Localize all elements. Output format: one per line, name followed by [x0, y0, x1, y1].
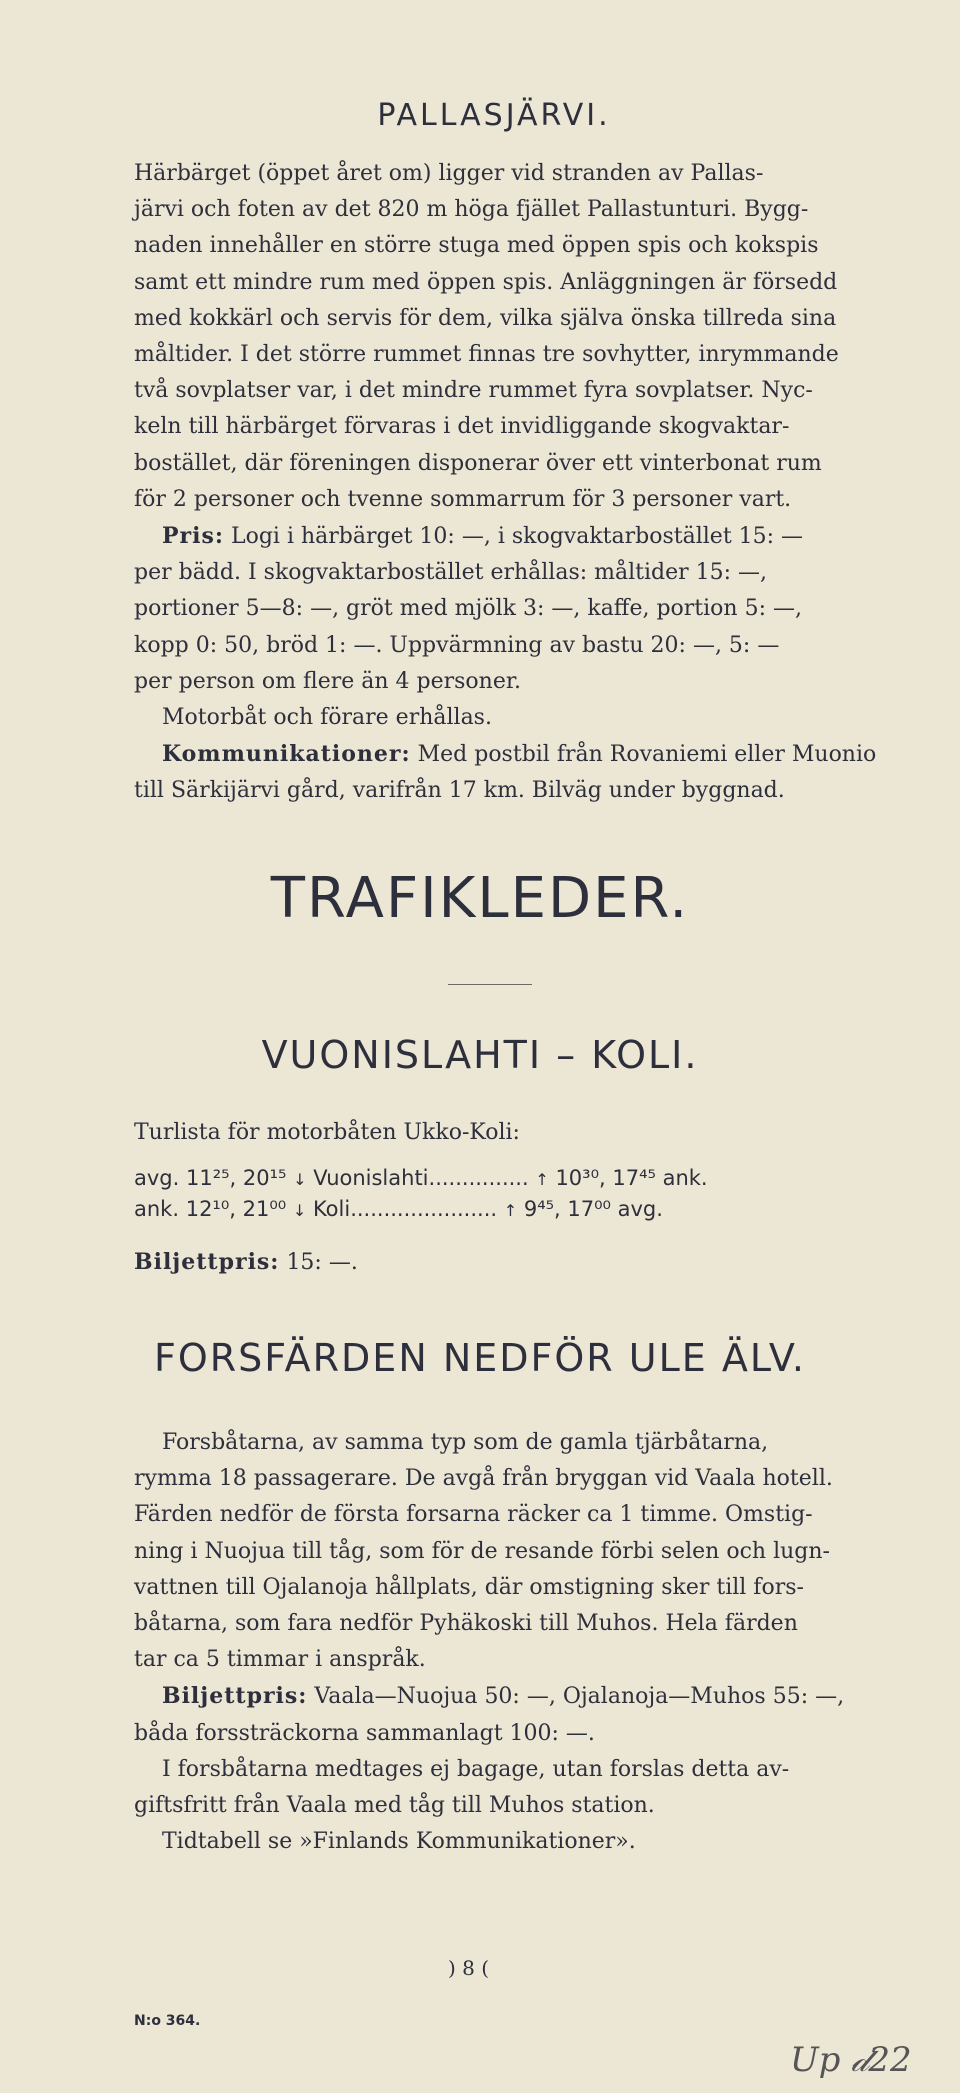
- text-line: vattnen till Ojalanoja hållplats, där omstigning sker till fors-: [134, 1574, 804, 1600]
- page-number: ) 8 (: [448, 1956, 490, 1980]
- komm-label: Kommunikationer:: [161, 741, 411, 768]
- divider-rule: [448, 984, 532, 985]
- forsfarden-description: [134, 1425, 902, 1860]
- text-line: portioner 5—8: —, gröt med mjölk 3: —, kaffe, portion 5: —,: [134, 596, 802, 622]
- text-line: per person om flere än 4 personer.: [134, 668, 521, 694]
- price-label: Biljettpris:: [161, 1683, 308, 1710]
- text-line-content: Forsbåtarna, av samma typ som de gamla tjärbåtarna,: [161, 1430, 769, 1455]
- text-line: per bädd. I skogvaktarbostället erhållas: måltider 15: —,: [134, 560, 768, 586]
- text-line: med kokkärl och servis för dem, vilka själva önska tillreda sina: [134, 305, 837, 331]
- text-line: [134, 1752, 902, 1788]
- text-line: båtarna, som fara nedför Pyhäkoski till Muhos. Hela färden: [134, 1611, 798, 1637]
- text-line: samt ett mindre rum med öppen spis. Anläggningen är försedd: [134, 269, 838, 295]
- text-line: ning i Nuojua till tåg, som för de resande förbi selen och lugn-: [134, 1538, 830, 1564]
- text-line: [134, 700, 902, 736]
- price-text: Vaala—Nuojua 50: —, Ojalanoja—Muhos 55: —,: [314, 1684, 845, 1710]
- arrow-up-icon: ↑: [503, 1201, 518, 1220]
- row-left-label: ank.: [134, 1197, 180, 1221]
- price-line: [134, 518, 902, 555]
- text-line: båda forssträckorna sammanlagt 100: —.: [134, 1720, 595, 1746]
- document-number: N:o 364.: [134, 2013, 201, 2029]
- text-line: Härbärget (öppet året om) ligger vid stranden av Pallas-: [134, 161, 764, 186]
- row-dots: ......................: [350, 1197, 498, 1221]
- turlista-subtitle: Turlista för motorbåten Ukko-Koli:: [134, 1120, 520, 1145]
- row-right-label: avg.: [617, 1197, 663, 1221]
- text-line: tar ca 5 timmar i anspråk.: [134, 1647, 426, 1673]
- section-title-forsfarden: FORSFÄRDEN NEDFÖR ULE ÄLV.: [153, 1336, 807, 1380]
- text-line: till Särkijärvi gård, varifrån 17 km. Bilväg under byggnad.: [134, 778, 785, 804]
- text-line-content: Tidtabell se »Finlands Kommunikationer».: [161, 1829, 636, 1855]
- text-line: för 2 personer och tvenne sommarrum för 3 personer vart.: [134, 486, 792, 512]
- timetable-row-koli: [134, 1197, 663, 1221]
- text-line: kopp 0: 50, bröd 1: —. Uppvärmning av bastu 20: —, 5: —: [134, 632, 780, 658]
- arrow-up-icon: ↑: [535, 1170, 549, 1189]
- text-line: järvi och foten av det 820 m höga fjället Pallastunturi. Bygg-: [134, 197, 809, 223]
- komm-text: Med postbil från Rovaniemi eller Muonio: [417, 742, 877, 768]
- row-left-times: 11²⁵, 20¹⁵: [186, 1166, 287, 1190]
- row-left-times: 12¹⁰, 21⁰⁰: [185, 1197, 287, 1221]
- price-text: 15: —.: [286, 1250, 358, 1275]
- text-line: Färden nedför de första forsarna räcker ca 1 timme. Omstig-: [134, 1502, 813, 1528]
- text-line: naden innehåller en större stuga med öppen spis och kokspis: [134, 233, 819, 259]
- price-label: Biljettpris:: [134, 1249, 280, 1275]
- text-line-content: I forsbåtarna medtages ej bagage, utan forslas detta av-: [161, 1756, 790, 1782]
- row-right-times: 9⁴⁵, 17⁰⁰: [523, 1197, 611, 1221]
- row-dots: ...............: [428, 1166, 529, 1190]
- text-line-content: Motorbåt och förare erhållas.: [161, 705, 492, 731]
- text-line: måltider. I det större rummet finnas tre sovhytter, inrymmande: [134, 342, 839, 368]
- price-label: Pris:: [161, 523, 224, 550]
- row-stop: Koli: [312, 1197, 351, 1221]
- text-line: rymma 18 passagerare. De avgå från bryggan vid Vaala hotell.: [134, 1466, 833, 1492]
- price-line: [134, 1244, 902, 1281]
- main-heading-trafikleder: TRAFIKLEDER.: [270, 866, 690, 931]
- text-line: [134, 1824, 902, 1860]
- text-line: två sovplatser var, i det mindre rummet fyra sovplatser. Nyc-: [134, 378, 813, 404]
- row-left-label: avg.: [134, 1166, 180, 1190]
- pallas-description: [134, 156, 902, 810]
- text-line: keln till härbärget förvaras i det invidliggande skogvaktar-: [134, 414, 790, 440]
- price-line: [134, 1678, 902, 1715]
- arrow-down-icon: ↓: [293, 1170, 307, 1189]
- row-right-times: 10³⁰, 17⁴⁵: [555, 1166, 656, 1190]
- komm-line: [134, 736, 902, 773]
- text-line: [134, 1425, 902, 1461]
- section-title-pallasjarvi: PALLASJÄRVI.: [377, 98, 611, 133]
- turlista-heading: [134, 1115, 902, 1151]
- handwritten-note: Up 𝒹22: [790, 2040, 912, 2080]
- text-line: bostället, där föreningen disponerar över ett vinterbonat rum: [134, 450, 822, 476]
- arrow-down-icon: ↓: [292, 1201, 307, 1220]
- price-text: Logi i härbärget 10: —, i skogvaktarbostället 15: —: [230, 524, 804, 550]
- section-title-vuonislahti-koli: VUONISLAHTI – KOLI.: [261, 1033, 699, 1077]
- row-stop: Vuonislahti: [313, 1166, 429, 1190]
- vuonislahti-price: [134, 1244, 902, 1281]
- text-line: giftsfritt från Vaala med tåg till Muhos station.: [134, 1793, 655, 1819]
- timetable-row-vuonislahti: [134, 1166, 708, 1190]
- row-right-label: ank.: [662, 1166, 708, 1190]
